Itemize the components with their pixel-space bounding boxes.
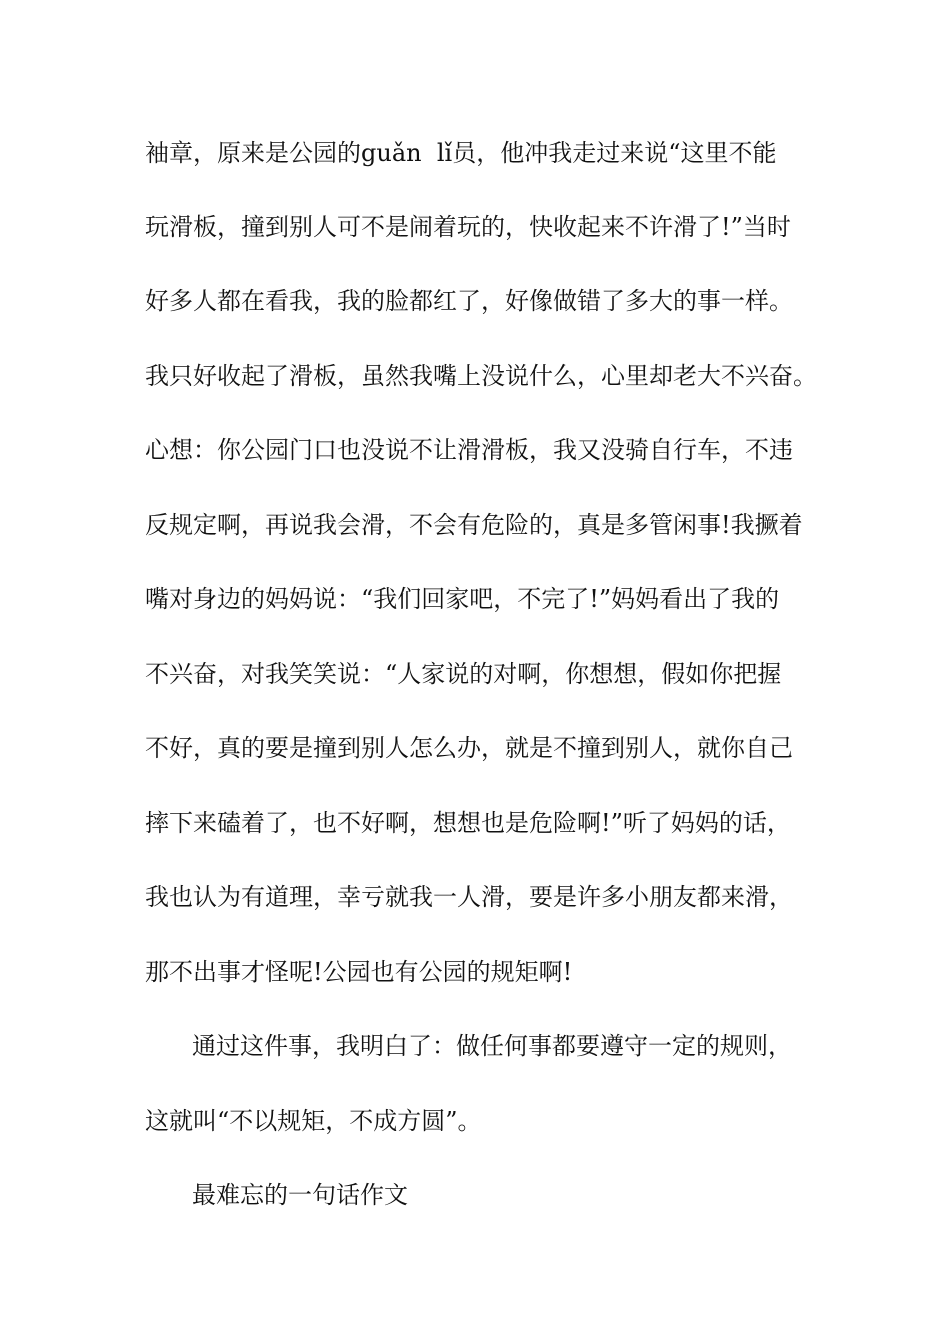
text-line: 好多人都在看我，我的脸都红了，好像做错了多大的事一样。 <box>145 287 793 315</box>
text-line: 我也认为有道理，幸亏就我一人滑，要是许多小朋友都来滑， <box>145 883 793 911</box>
text-line: 反规定啊，再说我会滑，不会有危险的，真是多管闲事!我撅着 <box>145 511 803 539</box>
text-line: 袖章，原来是公园的guǎn lǐ员，他冲我走过来说“这里不能 <box>145 139 777 167</box>
text-line: 摔下来磕着了，也不好啊，想想也是危险啊!”听了妈妈的话， <box>145 809 791 837</box>
text-line: 我只好收起了滑板，虽然我嘴上没说什么，心里却老大不兴奋。 <box>145 362 817 390</box>
section-title: 最难忘的一句话作文 <box>192 1181 408 1209</box>
text-line: 这就叫“不以规矩，不成方圆”。 <box>145 1107 482 1135</box>
text-line: 那不出事才怪呢!公园也有公园的规矩啊! <box>145 958 573 986</box>
paragraph-first-line: 通过这件事，我明白了：做任何事都要遵守一定的规则， <box>192 1032 792 1060</box>
text-line: 心想：你公园门口也没说不让滑滑板，我又没骑自行车，不违 <box>145 436 793 464</box>
text-line: 不好，真的要是撞到别人怎么办，就是不撞到别人，就你自己 <box>145 734 793 762</box>
text-line: 不兴奋，对我笑笑说：“人家说的对啊，你想想，假如你把握 <box>145 660 782 688</box>
text-line: 玩滑板，撞到别人可不是闹着玩的，快收起来不许滑了!”当时 <box>145 213 791 241</box>
text-line: 嘴对身边的妈妈说：“我们回家吧，不完了!”妈妈看出了我的 <box>145 585 780 613</box>
